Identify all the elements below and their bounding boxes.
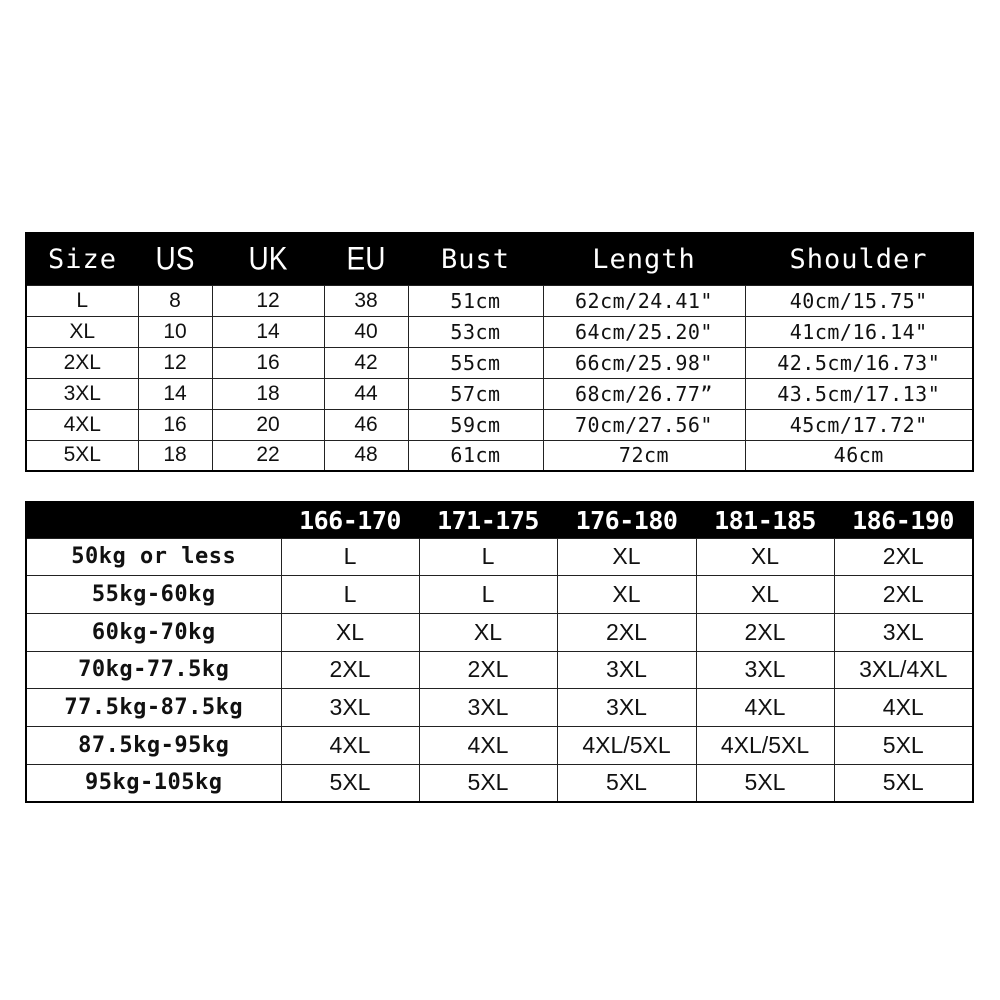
bust-cell: 55cm <box>408 347 543 378</box>
fit-table-header-row <box>26 502 973 538</box>
weight-range-cell: 50kg or less <box>26 538 281 576</box>
length-cell: 66cm/25.98" <box>543 347 745 378</box>
size-recommendation-cell: L <box>281 538 419 576</box>
eu-cell: 46 <box>324 409 408 440</box>
weight-height-fit-table <box>25 501 974 803</box>
length-cell: 72cm <box>543 440 745 471</box>
weight-range-cell: 70kg-77.5kg <box>26 651 281 689</box>
shoulder-cell: 46cm <box>745 440 973 471</box>
size-recommendation-cell: 3XL <box>281 689 419 727</box>
size-recommendation-cell: 5XL <box>557 764 696 802</box>
size-recommendation-cell: 2XL <box>557 613 696 651</box>
length-cell: 68cm/26.77” <box>543 378 745 409</box>
weight-range-cell: 77.5kg-87.5kg <box>26 689 281 727</box>
size-recommendation-cell: L <box>281 576 419 614</box>
size-recommendation-cell: 2XL <box>281 651 419 689</box>
height-range-header: 166-170 <box>299 505 401 535</box>
bust-cell: 51cm <box>408 285 543 316</box>
uk-cell: 20 <box>212 409 324 440</box>
size-cell: 5XL <box>26 440 138 471</box>
table-row <box>26 285 973 316</box>
uk-cell: 22 <box>212 440 324 471</box>
bust-cell: 57cm <box>408 378 543 409</box>
size-recommendation-cell: XL <box>696 576 834 614</box>
size-recommendation-cell: XL <box>281 613 419 651</box>
weight-range-cell: 95kg-105kg <box>26 764 281 802</box>
size-recommendation-cell: 2XL <box>696 613 834 651</box>
fit-header-corner <box>26 502 281 538</box>
eu-cell: 44 <box>324 378 408 409</box>
size-recommendation-cell: 2XL <box>834 576 973 614</box>
uk-cell: 14 <box>212 316 324 347</box>
size-recommendation-cell: 5XL <box>696 764 834 802</box>
size-recommendation-cell: 2XL <box>834 538 973 576</box>
size-cell: 4XL <box>26 409 138 440</box>
size-recommendation-cell: L <box>419 576 557 614</box>
size-recommendation-cell: XL <box>419 613 557 651</box>
size-recommendation-cell: 3XL/4XL <box>834 651 973 689</box>
table-row <box>26 726 973 764</box>
bust-cell: 59cm <box>408 409 543 440</box>
table-row <box>26 440 973 471</box>
size-measurement-table <box>25 232 974 472</box>
height-range-header: 186-190 <box>852 505 954 535</box>
bust-cell: 53cm <box>408 316 543 347</box>
height-range-header: 171-175 <box>437 505 539 535</box>
size-recommendation-cell: XL <box>557 538 696 576</box>
eu-cell: 48 <box>324 440 408 471</box>
length-cell: 62cm/24.41" <box>543 285 745 316</box>
us-cell: 10 <box>138 316 212 347</box>
size-header-eu: EU <box>346 240 386 277</box>
size-cell: L <box>26 285 138 316</box>
eu-cell: 40 <box>324 316 408 347</box>
length-cell: 64cm/25.20" <box>543 316 745 347</box>
shoulder-cell: 41cm/16.14" <box>745 316 973 347</box>
size-recommendation-cell: 4XL <box>419 726 557 764</box>
size-recommendation-cell: 4XL/5XL <box>696 726 834 764</box>
eu-cell: 38 <box>324 285 408 316</box>
size-recommendation-cell: L <box>419 538 557 576</box>
size-recommendation-cell: 3XL <box>557 651 696 689</box>
shoulder-cell: 43.5cm/17.13" <box>745 378 973 409</box>
size-recommendation-cell: 4XL/5XL <box>557 726 696 764</box>
bust-cell: 61cm <box>408 440 543 471</box>
size-cell: 2XL <box>26 347 138 378</box>
size-cell: XL <box>26 316 138 347</box>
weight-range-cell: 87.5kg-95kg <box>26 726 281 764</box>
table-row <box>26 378 973 409</box>
table-row <box>26 576 973 614</box>
size-recommendation-cell: 3XL <box>696 651 834 689</box>
size-header-size: Size <box>47 243 118 275</box>
size-recommendation-cell: XL <box>696 538 834 576</box>
table-row <box>26 651 973 689</box>
table-row <box>26 347 973 378</box>
size-recommendation-cell: 4XL <box>696 689 834 727</box>
size-header-uk: UK <box>248 240 288 277</box>
size-recommendation-cell: 4XL <box>834 689 973 727</box>
table-row <box>26 689 973 727</box>
size-recommendation-cell: 4XL <box>281 726 419 764</box>
size-recommendation-cell: 3XL <box>419 689 557 727</box>
us-cell: 16 <box>138 409 212 440</box>
size-recommendation-cell: 5XL <box>281 764 419 802</box>
eu-cell: 42 <box>324 347 408 378</box>
table-row <box>26 316 973 347</box>
uk-cell: 16 <box>212 347 324 378</box>
size-recommendation-cell: 5XL <box>834 726 973 764</box>
weight-range-cell: 60kg-70kg <box>26 613 281 651</box>
size-recommendation-cell: 5XL <box>419 764 557 802</box>
table-row <box>26 613 973 651</box>
us-cell: 12 <box>138 347 212 378</box>
size-recommendation-cell: 2XL <box>419 651 557 689</box>
height-range-header: 176-180 <box>575 505 678 535</box>
size-recommendation-cell: 3XL <box>557 689 696 727</box>
us-cell: 18 <box>138 440 212 471</box>
size-header-shoulder: Shoulder <box>789 243 928 275</box>
us-cell: 14 <box>138 378 212 409</box>
size-table-header-row <box>26 233 973 285</box>
table-row <box>26 764 973 802</box>
size-recommendation-cell: XL <box>557 576 696 614</box>
shoulder-cell: 45cm/17.72" <box>745 409 973 440</box>
weight-range-cell: 55kg-60kg <box>26 576 281 614</box>
shoulder-cell: 42.5cm/16.73" <box>745 347 973 378</box>
size-recommendation-cell: 5XL <box>834 764 973 802</box>
size-header-bust: Bust <box>440 243 511 275</box>
length-cell: 70cm/27.56" <box>543 409 745 440</box>
table-row <box>26 538 973 576</box>
table-row <box>26 409 973 440</box>
size-header-us: US <box>155 240 195 277</box>
size-header-length: Length <box>592 243 696 275</box>
size-cell: 3XL <box>26 378 138 409</box>
uk-cell: 12 <box>212 285 324 316</box>
us-cell: 8 <box>138 285 212 316</box>
height-range-header: 181-185 <box>714 505 816 535</box>
uk-cell: 18 <box>212 378 324 409</box>
size-recommendation-cell: 3XL <box>834 613 973 651</box>
shoulder-cell: 40cm/15.75" <box>745 285 973 316</box>
